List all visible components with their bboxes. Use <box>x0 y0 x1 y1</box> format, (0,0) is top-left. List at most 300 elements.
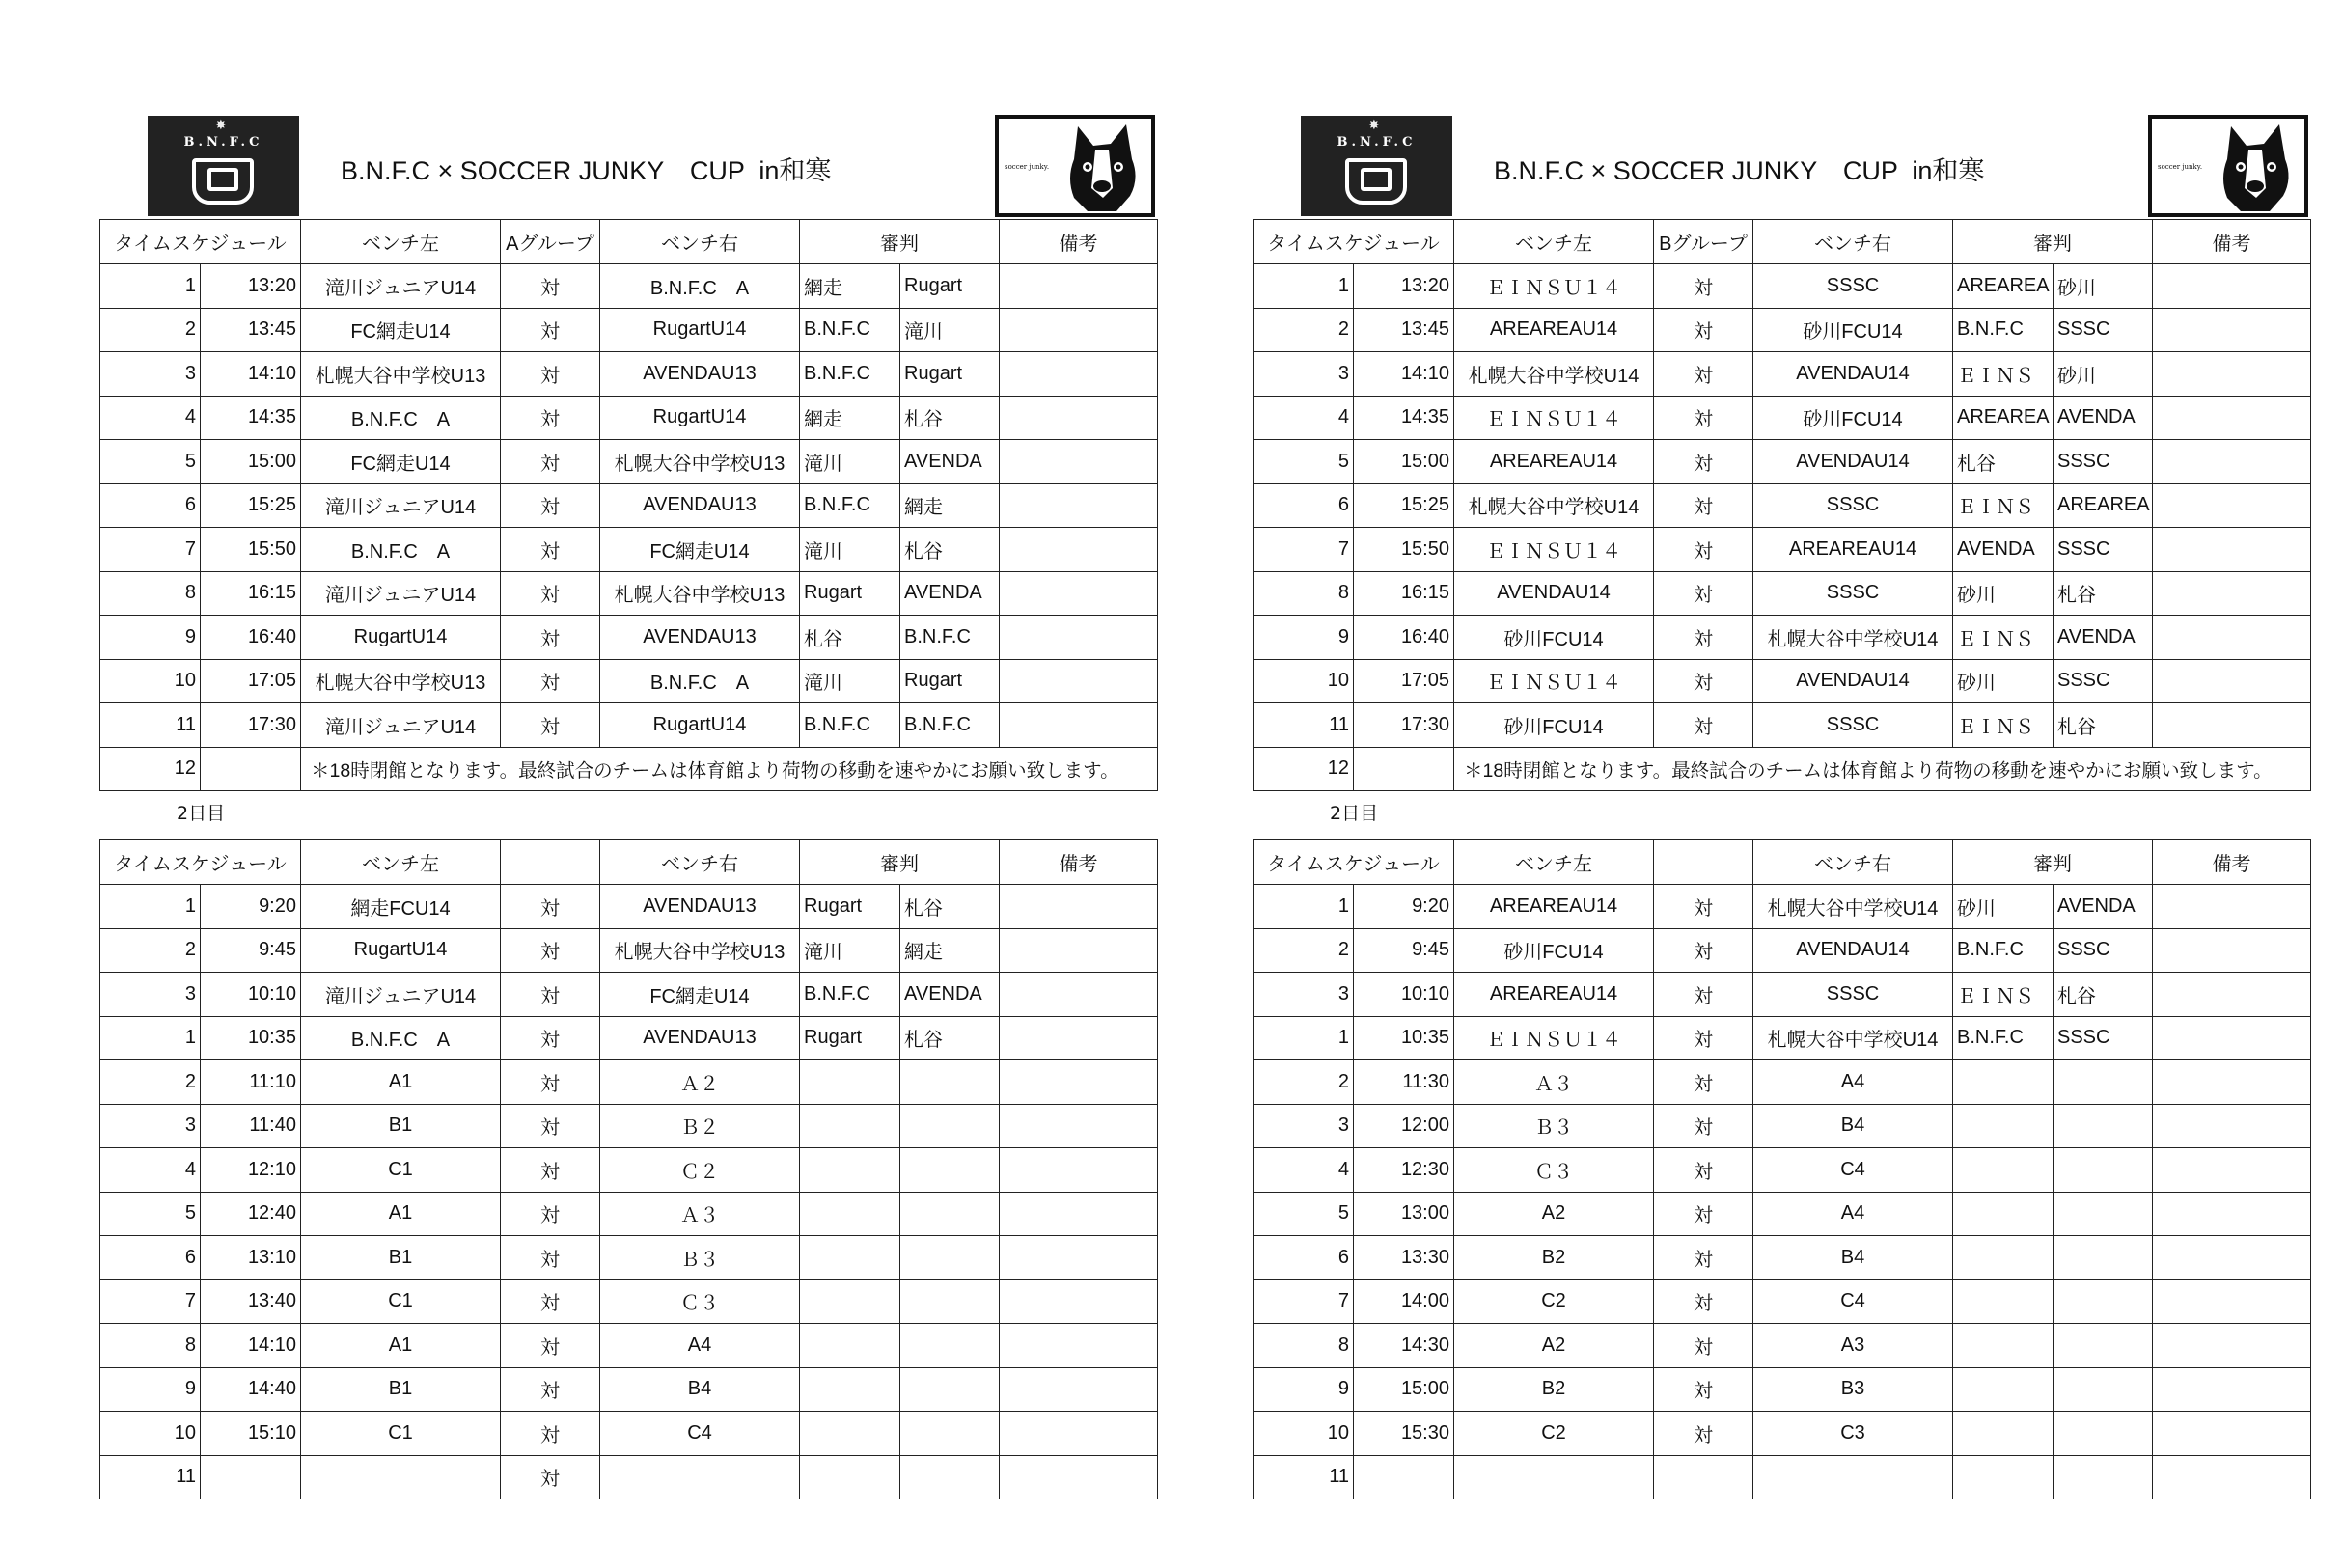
versus-label: 対 <box>1654 264 1753 309</box>
table-row <box>1254 571 2311 616</box>
bench-left-team: RugartU14 <box>301 928 501 973</box>
remarks-cell <box>1000 1016 1158 1060</box>
remarks-cell <box>2153 1104 2311 1148</box>
match-time: 10:35 <box>201 1016 301 1060</box>
bnfc-logo <box>148 116 299 216</box>
table-row <box>100 885 1158 929</box>
referee-1: 滝川 <box>800 440 900 484</box>
match-number: 4 <box>1254 1148 1354 1193</box>
match-number: 2 <box>1254 1060 1354 1105</box>
bench-left-team: B1 <box>301 1367 501 1412</box>
referee-2 <box>900 1060 1000 1105</box>
referee-1: B.N.F.C <box>800 483 900 528</box>
referee-2: AREAREA <box>2054 483 2153 528</box>
match-number: 9 <box>1254 616 1354 660</box>
versus-label: 対 <box>1654 1060 1753 1105</box>
header-remarks: 備考 <box>2153 220 2311 264</box>
match-time: 11:40 <box>201 1104 301 1148</box>
referee-2 <box>2054 1236 2153 1280</box>
closing-note: ＊18時閉館となります。最終試合のチームは体育館より荷物の移動を速やかにお願い致します。 <box>1454 747 2311 791</box>
table-row <box>1254 1367 2311 1412</box>
versus-label: 対 <box>1654 528 1753 572</box>
remarks-cell <box>2153 973 2311 1017</box>
remarks-cell <box>2153 1016 2311 1060</box>
match-time: 14:35 <box>201 396 301 440</box>
referee-2 <box>2054 1412 2153 1456</box>
referee-1: Rugart <box>800 1016 900 1060</box>
match-time: 15:50 <box>1354 528 1454 572</box>
header-schedule: タイムスケジュール <box>1254 220 1454 264</box>
bench-right-team: C3 <box>1753 1412 1953 1456</box>
versus-label: 対 <box>501 396 600 440</box>
remarks-cell <box>2153 528 2311 572</box>
bench-right-team: FC網走U14 <box>600 973 800 1017</box>
referee-2: Rugart <box>900 264 1000 309</box>
table-row <box>100 571 1158 616</box>
note-row <box>1254 747 2311 791</box>
referee-2: 網走 <box>900 483 1000 528</box>
referee-1: 砂川 <box>1953 885 2054 929</box>
referee-1 <box>800 1060 900 1105</box>
match-number: 9 <box>1254 1367 1354 1412</box>
referee-1 <box>1953 1279 2054 1324</box>
table-row <box>100 1016 1158 1060</box>
day2-label: 2日目 <box>177 803 226 824</box>
referee-2 <box>2054 1324 2153 1368</box>
remarks-cell <box>1000 1367 1158 1412</box>
match-number: 6 <box>1254 483 1354 528</box>
bench-right-team: C4 <box>1753 1279 1953 1324</box>
remarks-cell <box>1000 703 1158 748</box>
versus-label: 対 <box>1654 703 1753 748</box>
remarks-cell <box>1000 483 1158 528</box>
table-row <box>1254 1455 2311 1499</box>
referee-1 <box>1953 1367 2054 1412</box>
header-referee: 審判 <box>800 220 1000 264</box>
remarks-cell <box>1000 1192 1158 1236</box>
referee-1 <box>1953 1060 2054 1105</box>
referee-2 <box>2054 1279 2153 1324</box>
header-referee: 審判 <box>800 840 1000 885</box>
match-number: 7 <box>100 528 201 572</box>
bench-left-team: 札幌大谷中学校U14 <box>1454 352 1654 397</box>
match-time: 16:15 <box>1354 571 1454 616</box>
table-row <box>1254 440 2311 484</box>
table-row <box>1254 703 2311 748</box>
bench-right-team: AVENDAU14 <box>1753 659 1953 703</box>
referee-1 <box>1953 1236 2054 1280</box>
bench-left-team: B.N.F.C A <box>301 396 501 440</box>
bench-right-team: A3 <box>1753 1324 1953 1368</box>
header-bench-right: ベンチ右 <box>1753 220 1953 264</box>
match-time: 12:10 <box>201 1148 301 1193</box>
header-bench-left: ベンチ左 <box>1454 220 1654 264</box>
remarks-cell <box>1000 885 1158 929</box>
match-time: 13:00 <box>1354 1192 1454 1236</box>
versus-label: 対 <box>1654 616 1753 660</box>
versus-label: 対 <box>501 1192 600 1236</box>
versus-label: 対 <box>501 1324 600 1368</box>
bench-right-team: AREAREAU14 <box>1753 528 1953 572</box>
versus-label: 対 <box>501 1060 600 1105</box>
soccer-junky-logo <box>2148 115 2308 217</box>
versus-label: 対 <box>501 440 600 484</box>
header-group-empty <box>501 840 600 885</box>
bench-left-team: C2 <box>1454 1279 1654 1324</box>
remarks-cell <box>2153 1455 2311 1499</box>
table-row <box>100 1148 1158 1193</box>
match-number: 5 <box>1254 1192 1354 1236</box>
match-time: 14:10 <box>201 352 301 397</box>
remarks-cell <box>1000 1104 1158 1148</box>
remarks-cell <box>2153 483 2311 528</box>
remarks-cell <box>2153 928 2311 973</box>
bench-left-team: A2 <box>1454 1324 1654 1368</box>
table-row <box>100 1412 1158 1456</box>
bench-right-team: B4 <box>600 1367 800 1412</box>
day2-left-panel <box>99 803 1161 1499</box>
match-number: 1 <box>1254 264 1354 309</box>
match-number: 6 <box>100 1236 201 1280</box>
versus-label: 対 <box>1654 1324 1753 1368</box>
match-time: 15:10 <box>201 1412 301 1456</box>
versus-label: 対 <box>501 659 600 703</box>
remarks-cell <box>2153 1412 2311 1456</box>
referee-2 <box>900 1412 1000 1456</box>
table-row <box>1254 1060 2311 1105</box>
table-row <box>1254 1412 2311 1456</box>
match-time: 14:00 <box>1354 1279 1454 1324</box>
referee-2: 滝川 <box>900 308 1000 352</box>
remarks-cell <box>1000 264 1158 309</box>
referee-1: 網走 <box>800 396 900 440</box>
bench-right-team: 砂川FCU14 <box>1753 396 1953 440</box>
bench-right-team: Ｃ２ <box>600 1148 800 1193</box>
versus-label: 対 <box>1654 1104 1753 1148</box>
day1-group-a-panel <box>99 113 1161 791</box>
versus-label: 対 <box>501 1279 600 1324</box>
match-number: 6 <box>100 483 201 528</box>
match-number: 4 <box>1254 396 1354 440</box>
match-number: 3 <box>100 352 201 397</box>
versus-label: 対 <box>501 1367 600 1412</box>
match-time: 13:45 <box>1354 308 1454 352</box>
bench-right-team: AVENDAU13 <box>600 483 800 528</box>
remarks-cell <box>1000 659 1158 703</box>
table-row <box>1254 483 2311 528</box>
table-row <box>100 973 1158 1017</box>
table-row <box>1254 1016 2311 1060</box>
match-time: 13:45 <box>201 308 301 352</box>
referee-1: Rugart <box>800 885 900 929</box>
versus-label: 対 <box>1654 440 1753 484</box>
referee-2: SSSC <box>2054 1016 2153 1060</box>
match-time: 16:15 <box>201 571 301 616</box>
bench-right-team: A4 <box>1753 1060 1953 1105</box>
referee-2: SSSC <box>2054 659 2153 703</box>
referee-1: B.N.F.C <box>800 308 900 352</box>
referee-1 <box>1953 1148 2054 1193</box>
match-time: 16:40 <box>201 616 301 660</box>
match-time: 9:45 <box>201 928 301 973</box>
schedule-table-day1-a <box>99 219 1158 791</box>
day1-group-b-panel <box>1253 113 2314 791</box>
table-row <box>100 1236 1158 1280</box>
bench-right-team: AVENDAU14 <box>1753 440 1953 484</box>
referee-1: B.N.F.C <box>800 703 900 748</box>
remarks-cell <box>1000 352 1158 397</box>
header-referee: 審判 <box>1953 840 2153 885</box>
table-row <box>100 928 1158 973</box>
bench-left-team: ＥＩＮＳＵ１４ <box>1454 396 1654 440</box>
match-number: 10 <box>1254 1412 1354 1456</box>
versus-label: 対 <box>501 528 600 572</box>
remarks-cell <box>1000 396 1158 440</box>
table-row <box>100 440 1158 484</box>
match-time: 16:40 <box>1354 616 1454 660</box>
referee-1: AREAREA <box>1953 396 2054 440</box>
bench-right-team: AVENDAU14 <box>1753 352 1953 397</box>
bench-right-team: AVENDAU13 <box>600 616 800 660</box>
referee-1 <box>800 1412 900 1456</box>
referee-2 <box>2054 1148 2153 1193</box>
referee-1 <box>1953 1412 2054 1456</box>
header-remarks: 備考 <box>1000 220 1158 264</box>
bench-left-team: Ｂ３ <box>1454 1104 1654 1148</box>
match-number: 11 <box>100 1455 201 1499</box>
remarks-cell <box>1000 1060 1158 1105</box>
bench-right-team: RugartU14 <box>600 308 800 352</box>
referee-2: AVENDA <box>2054 885 2153 929</box>
match-number: 3 <box>100 973 201 1017</box>
bench-left-team <box>1454 1455 1654 1499</box>
referee-1: Rugart <box>800 571 900 616</box>
remarks-cell <box>2153 1060 2311 1105</box>
versus-label: 対 <box>1654 571 1753 616</box>
table-row <box>1254 885 2311 929</box>
bench-right-team: Ｃ３ <box>600 1279 800 1324</box>
versus-label: 対 <box>501 1148 600 1193</box>
bench-left-team: B2 <box>1454 1236 1654 1280</box>
bench-left-team: FC網走U14 <box>301 440 501 484</box>
bench-right-team: B.N.F.C A <box>600 264 800 309</box>
header-remarks: 備考 <box>2153 840 2311 885</box>
versus-label: 対 <box>1654 1279 1753 1324</box>
remarks-cell <box>1000 440 1158 484</box>
header-bench-right: ベンチ右 <box>600 840 800 885</box>
match-number: 1 <box>100 885 201 929</box>
bench-right-team: FC網走U14 <box>600 528 800 572</box>
referee-2: AVENDA <box>900 973 1000 1017</box>
bench-right-team: 札幌大谷中学校U14 <box>1753 885 1953 929</box>
referee-2 <box>900 1279 1000 1324</box>
bench-right-team: 札幌大谷中学校U13 <box>600 928 800 973</box>
table-row <box>100 264 1158 309</box>
referee-2: 札谷 <box>900 396 1000 440</box>
match-number: 12 <box>100 747 201 791</box>
match-time: 14:10 <box>201 1324 301 1368</box>
match-time: 15:50 <box>201 528 301 572</box>
match-number: 7 <box>100 1279 201 1324</box>
match-time: 17:05 <box>201 659 301 703</box>
referee-1: ＥＩＮＳ <box>1953 703 2054 748</box>
remarks-cell <box>1000 308 1158 352</box>
referee-2: B.N.F.C <box>900 703 1000 748</box>
versus-label: 対 <box>501 1016 600 1060</box>
versus-label: 対 <box>1654 1236 1753 1280</box>
match-number: 3 <box>1254 352 1354 397</box>
referee-1: ＥＩＮＳ <box>1953 616 2054 660</box>
match-number: 11 <box>1254 1455 1354 1499</box>
match-number: 3 <box>1254 973 1354 1017</box>
referee-2: 札谷 <box>900 885 1000 929</box>
versus-label: 対 <box>501 571 600 616</box>
remarks-cell <box>2153 396 2311 440</box>
versus-label: 対 <box>501 483 600 528</box>
header-group-empty <box>1654 840 1753 885</box>
header-schedule: タイムスケジュール <box>100 220 301 264</box>
page-title: B.N.F.C × SOCCER JUNKY CUP in和寒 <box>341 156 832 185</box>
bench-right-team: B.N.F.C A <box>600 659 800 703</box>
table-row <box>100 352 1158 397</box>
bench-left-team: 滝川ジュニアU14 <box>301 703 501 748</box>
bench-right-team: SSSC <box>1753 703 1953 748</box>
match-number: 11 <box>100 703 201 748</box>
referee-1: ＥＩＮＳ <box>1953 483 2054 528</box>
table-row <box>1254 928 2311 973</box>
page-title: B.N.F.C × SOCCER JUNKY CUP in和寒 <box>1494 156 1985 185</box>
bench-right-team: A4 <box>600 1324 800 1368</box>
table-row <box>1254 659 2311 703</box>
match-number: 5 <box>1254 440 1354 484</box>
match-number: 3 <box>1254 1104 1354 1148</box>
referee-1: B.N.F.C <box>800 352 900 397</box>
referee-1: 砂川 <box>1953 659 2054 703</box>
versus-label: 対 <box>501 885 600 929</box>
bench-left-team: AREAREAU14 <box>1454 440 1654 484</box>
match-time: 12:40 <box>201 1192 301 1236</box>
bench-left-team: Ａ３ <box>1454 1060 1654 1105</box>
bench-right-team: B3 <box>1753 1367 1953 1412</box>
bench-left-team: B2 <box>1454 1367 1654 1412</box>
table-row <box>100 1324 1158 1368</box>
versus-label: 対 <box>1654 1016 1753 1060</box>
versus-label: 対 <box>1654 885 1753 929</box>
match-number: 1 <box>100 1016 201 1060</box>
referee-2 <box>900 1104 1000 1148</box>
match-time <box>201 1455 301 1499</box>
bench-right-team: C4 <box>600 1412 800 1456</box>
table-row <box>1254 1148 2311 1193</box>
bench-left-team: 札幌大谷中学校U13 <box>301 352 501 397</box>
match-time: 10:35 <box>1354 1016 1454 1060</box>
versus-label: 対 <box>1654 1192 1753 1236</box>
referee-2: Rugart <box>900 659 1000 703</box>
remarks-cell <box>1000 1324 1158 1368</box>
referee-2: 札谷 <box>2054 571 2153 616</box>
table-row <box>1254 973 2311 1017</box>
referee-1: ＥＩＮＳ <box>1953 973 2054 1017</box>
table-row <box>1254 396 2311 440</box>
versus-label: 対 <box>1654 659 1753 703</box>
bench-right-team: AVENDAU13 <box>600 885 800 929</box>
match-number: 2 <box>100 308 201 352</box>
versus-label: 対 <box>1654 1367 1753 1412</box>
closing-note: ＊18時閉館となります。最終試合のチームは体育館より荷物の移動を速やかにお願い致します。 <box>301 747 1158 791</box>
match-time: 14:35 <box>1354 396 1454 440</box>
bulldog-icon <box>2206 121 2302 215</box>
referee-1 <box>800 1104 900 1148</box>
versus-label: 対 <box>1654 352 1753 397</box>
table-row <box>100 1367 1158 1412</box>
header-bench-right: ベンチ右 <box>1753 840 1953 885</box>
bench-left-team: C2 <box>1454 1412 1654 1456</box>
match-number: 9 <box>100 1367 201 1412</box>
schedule-table-day2-b <box>1253 839 2311 1499</box>
remarks-cell <box>2153 352 2311 397</box>
remarks-cell <box>1000 571 1158 616</box>
match-time: 15:30 <box>1354 1412 1454 1456</box>
bench-right-team: AVENDAU13 <box>600 1016 800 1060</box>
referee-2: 札谷 <box>900 528 1000 572</box>
bench-left-team: 滝川ジュニアU14 <box>301 483 501 528</box>
remarks-cell <box>1000 973 1158 1017</box>
versus-label: 対 <box>501 1455 600 1499</box>
bench-left-team: ＥＩＮＳＵ１４ <box>1454 1016 1654 1060</box>
remarks-cell <box>2153 1148 2311 1193</box>
bench-right-team: 札幌大谷中学校U13 <box>600 571 800 616</box>
soccer-junky-logo <box>995 115 1155 217</box>
referee-1: B.N.F.C <box>1953 308 2054 352</box>
versus-label: 対 <box>501 1104 600 1148</box>
match-number: 1 <box>1254 885 1354 929</box>
referee-1 <box>800 1279 900 1324</box>
match-number: 10 <box>1254 659 1354 703</box>
table-row <box>1254 616 2311 660</box>
referee-2: 札谷 <box>2054 703 2153 748</box>
bench-right-team: A4 <box>1753 1192 1953 1236</box>
referee-2 <box>900 1367 1000 1412</box>
referee-2 <box>2054 1060 2153 1105</box>
match-time: 11:10 <box>201 1060 301 1105</box>
bench-left-team: B.N.F.C A <box>301 528 501 572</box>
table-row <box>100 1192 1158 1236</box>
match-number: 10 <box>100 659 201 703</box>
match-time: 15:25 <box>201 483 301 528</box>
referee-1 <box>1953 1324 2054 1368</box>
bench-right-team: Ａ３ <box>600 1192 800 1236</box>
bench-right-team <box>600 1455 800 1499</box>
table-row <box>1254 528 2311 572</box>
referee-1 <box>800 1324 900 1368</box>
note-row <box>100 747 1158 791</box>
versus-label: 対 <box>501 616 600 660</box>
bench-left-team: FC網走U14 <box>301 308 501 352</box>
bench-left-team: C1 <box>301 1148 501 1193</box>
referee-2: B.N.F.C <box>900 616 1000 660</box>
table-row <box>100 659 1158 703</box>
bench-left-team: A1 <box>301 1060 501 1105</box>
bench-left-team: 滝川ジュニアU14 <box>301 571 501 616</box>
match-time: 10:10 <box>1354 973 1454 1017</box>
table-row <box>100 1104 1158 1148</box>
referee-2: Rugart <box>900 352 1000 397</box>
referee-1 <box>800 1192 900 1236</box>
bench-right-team: B4 <box>1753 1236 1953 1280</box>
table-row <box>100 308 1158 352</box>
remarks-cell <box>2153 1279 2311 1324</box>
referee-2: SSSC <box>2054 528 2153 572</box>
